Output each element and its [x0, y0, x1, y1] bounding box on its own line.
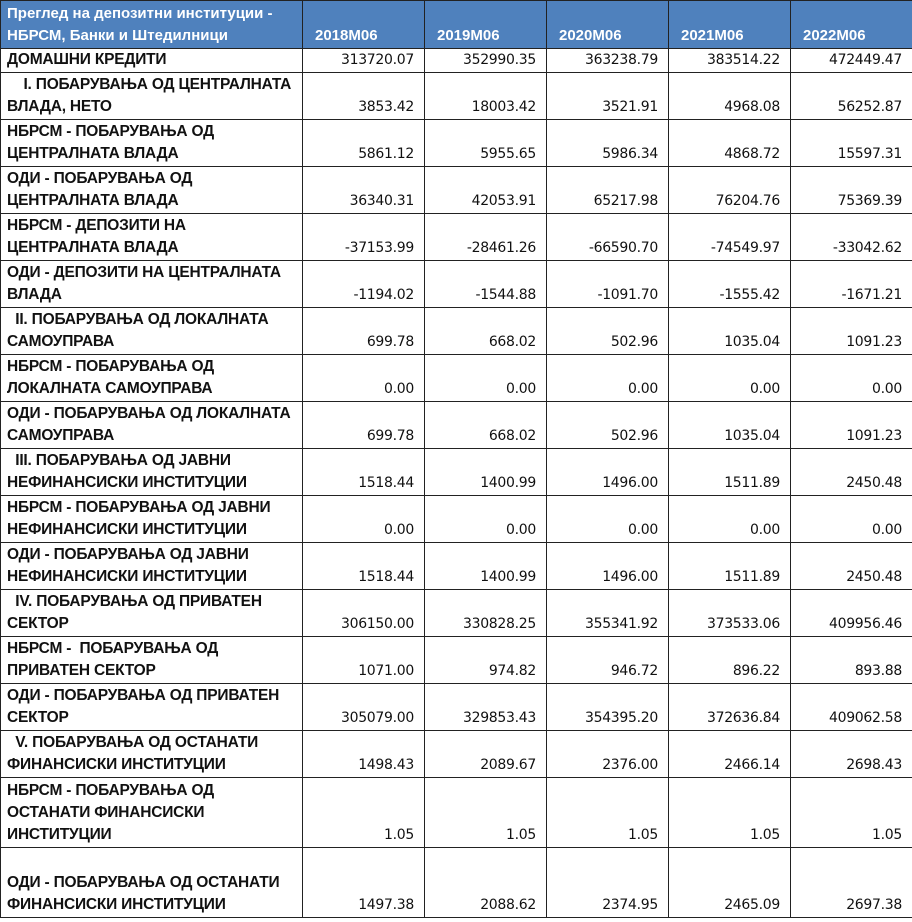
column-header-2020m06: 2020M06 — [547, 1, 669, 49]
row-label: ОДИ - ПОБАРУВАЊА ОД ПРИВАТЕН СЕКТОР — [1, 684, 303, 731]
table-row — [1, 496, 912, 543]
table-body — [1, 49, 912, 918]
cell-value-2022m06: 2697.38 — [791, 848, 912, 918]
cell-value-2022m06: 56252.87 — [791, 73, 912, 120]
cell-value-2020m06: 946.72 — [547, 637, 669, 684]
cell-value-2021m06: 4868.72 — [669, 120, 791, 167]
table-row — [1, 355, 912, 402]
cell-value-2020m06: 65217.98 — [547, 167, 669, 214]
cell-value-2020m06: 354395.20 — [547, 684, 669, 731]
cell-value-2022m06: 75369.39 — [791, 167, 912, 214]
cell-value-2018m06: 36340.31 — [303, 167, 425, 214]
cell-value-2019m06: 1.05 — [425, 778, 547, 848]
table-row — [1, 402, 912, 449]
table-row — [1, 73, 912, 120]
cell-value-2022m06: 2450.48 — [791, 449, 912, 496]
cell-value-2018m06: 305079.00 — [303, 684, 425, 731]
table-row — [1, 684, 912, 731]
cell-value-2022m06: 2450.48 — [791, 543, 912, 590]
cell-value-2021m06: 4968.08 — [669, 73, 791, 120]
cell-value-2018m06: 1518.44 — [303, 449, 425, 496]
cell-value-2020m06: 355341.92 — [547, 590, 669, 637]
cell-value-2021m06: 1511.89 — [669, 543, 791, 590]
cell-value-2018m06: 313720.07 — [303, 49, 425, 73]
cell-value-2018m06: 1498.43 — [303, 731, 425, 778]
row-label: IV. ПОБАРУВАЊА ОД ПРИВАТЕН СЕКТОР — [1, 590, 303, 637]
table-row — [1, 590, 912, 637]
cell-value-2019m06: 5955.65 — [425, 120, 547, 167]
cell-value-2019m06: 668.02 — [425, 402, 547, 449]
cell-value-2019m06: 330828.25 — [425, 590, 547, 637]
cell-value-2021m06: 383514.22 — [669, 49, 791, 73]
cell-value-2022m06: 2698.43 — [791, 731, 912, 778]
header-row — [1, 1, 912, 49]
cell-value-2018m06: -37153.99 — [303, 214, 425, 261]
cell-value-2019m06: -1544.88 — [425, 261, 547, 308]
cell-value-2020m06: 1496.00 — [547, 449, 669, 496]
cell-value-2021m06: 1035.04 — [669, 308, 791, 355]
table-row — [1, 214, 912, 261]
cell-value-2019m06: -28461.26 — [425, 214, 547, 261]
cell-value-2021m06: -1555.42 — [669, 261, 791, 308]
cell-value-2019m06: 352990.35 — [425, 49, 547, 73]
row-label: II. ПОБАРУВАЊА ОД ЛОКАЛНАТА САМОУПРАВА — [1, 308, 303, 355]
table-row — [1, 543, 912, 590]
cell-value-2019m06: 0.00 — [425, 355, 547, 402]
cell-value-2021m06: 1.05 — [669, 778, 791, 848]
cell-value-2020m06: 1.05 — [547, 778, 669, 848]
cell-value-2020m06: 502.96 — [547, 402, 669, 449]
table-row — [1, 49, 912, 73]
cell-value-2022m06: 1.05 — [791, 778, 912, 848]
cell-value-2019m06: 2089.67 — [425, 731, 547, 778]
row-label: V. ПОБАРУВАЊА ОД ОСТАНАТИ ФИНАНСИСКИ ИНСТИТУЦИИ — [1, 731, 303, 778]
cell-value-2022m06: 0.00 — [791, 496, 912, 543]
row-label: ОДИ - ДЕПОЗИТИ НА ЦЕНТРАЛНАТА ВЛАДА — [1, 261, 303, 308]
cell-value-2019m06: 668.02 — [425, 308, 547, 355]
cell-value-2018m06: 1518.44 — [303, 543, 425, 590]
cell-value-2019m06: 329853.43 — [425, 684, 547, 731]
cell-value-2020m06: 2376.00 — [547, 731, 669, 778]
cell-value-2020m06: -1091.70 — [547, 261, 669, 308]
cell-value-2020m06: -66590.70 — [547, 214, 669, 261]
cell-value-2018m06: 306150.00 — [303, 590, 425, 637]
cell-value-2020m06: 363238.79 — [547, 49, 669, 73]
cell-value-2022m06: 472449.47 — [791, 49, 912, 73]
table-row — [1, 308, 912, 355]
row-label: I. ПОБАРУВАЊА ОД ЦЕНТРАЛНАТА ВЛАДА, НЕТО — [1, 73, 303, 120]
table-row — [1, 167, 912, 214]
cell-value-2020m06: 0.00 — [547, 496, 669, 543]
cell-value-2021m06: 1035.04 — [669, 402, 791, 449]
cell-value-2018m06: 3853.42 — [303, 73, 425, 120]
cell-value-2018m06: 699.78 — [303, 402, 425, 449]
cell-value-2018m06: 1.05 — [303, 778, 425, 848]
row-label: ОДИ - ПОБАРУВАЊА ОД ЈАВНИ НЕФИНАНСИСКИ ИНСТИТУЦИИ — [1, 543, 303, 590]
cell-value-2020m06: 1496.00 — [547, 543, 669, 590]
table-title: Преглед на депозитни институции - НБРСМ, Банки и Штедилници — [1, 1, 303, 49]
cell-value-2021m06: 2466.14 — [669, 731, 791, 778]
cell-value-2019m06: 42053.91 — [425, 167, 547, 214]
cell-value-2020m06: 5986.34 — [547, 120, 669, 167]
cell-value-2018m06: 699.78 — [303, 308, 425, 355]
cell-value-2019m06: 974.82 — [425, 637, 547, 684]
column-header-2018m06: 2018M06 — [303, 1, 425, 49]
cell-value-2018m06: 1497.38 — [303, 848, 425, 918]
cell-value-2021m06: 373533.06 — [669, 590, 791, 637]
table-row — [1, 778, 912, 848]
cell-value-2021m06: 0.00 — [669, 355, 791, 402]
cell-value-2021m06: 896.22 — [669, 637, 791, 684]
table-row — [1, 848, 912, 918]
row-label: III. ПОБАРУВАЊА ОД ЈАВНИ НЕФИНАНСИСКИ ИНСТИТУЦИИ — [1, 449, 303, 496]
cell-value-2022m06: 0.00 — [791, 355, 912, 402]
row-label: ОДИ - ПОБАРУВАЊА ОД ОСТАНАТИ ФИНАНСИСКИ ИНСТИТУЦИИ — [1, 848, 303, 918]
cell-value-2019m06: 1400.99 — [425, 543, 547, 590]
cell-value-2021m06: 2465.09 — [669, 848, 791, 918]
cell-value-2021m06: 0.00 — [669, 496, 791, 543]
cell-value-2022m06: 409956.46 — [791, 590, 912, 637]
cell-value-2019m06: 1400.99 — [425, 449, 547, 496]
cell-value-2020m06: 2374.95 — [547, 848, 669, 918]
cell-value-2018m06: 0.00 — [303, 496, 425, 543]
row-label: ДОМАШНИ КРЕДИТИ — [1, 49, 303, 73]
cell-value-2019m06: 2088.62 — [425, 848, 547, 918]
cell-value-2020m06: 502.96 — [547, 308, 669, 355]
table-row — [1, 731, 912, 778]
cell-value-2020m06: 3521.91 — [547, 73, 669, 120]
table-row — [1, 637, 912, 684]
cell-value-2022m06: 1091.23 — [791, 402, 912, 449]
cell-value-2022m06: -1671.21 — [791, 261, 912, 308]
row-label: НБРСМ - ПОБАРУВАЊА ОД ЦЕНТРАЛНАТА ВЛАДА — [1, 120, 303, 167]
row-label: НБРСМ - ПОБАРУВАЊА ОД ЈАВНИ НЕФИНАНСИСКИ ИНСТИТУЦИИ — [1, 496, 303, 543]
cell-value-2019m06: 18003.42 — [425, 73, 547, 120]
cell-value-2018m06: -1194.02 — [303, 261, 425, 308]
cell-value-2020m06: 0.00 — [547, 355, 669, 402]
row-label: НБРСМ - ПОБАРУВАЊА ОД ОСТАНАТИ ФИНАНСИСКИ ИНСТИТУЦИИ — [1, 778, 303, 848]
table-row — [1, 261, 912, 308]
cell-value-2022m06: 409062.58 — [791, 684, 912, 731]
column-header-2021m06: 2021M06 — [669, 1, 791, 49]
table-row — [1, 449, 912, 496]
row-label: НБРСМ - ДЕПОЗИТИ НА ЦЕНТРАЛНАТА ВЛАДА — [1, 214, 303, 261]
column-header-2019m06: 2019M06 — [425, 1, 547, 49]
cell-value-2018m06: 0.00 — [303, 355, 425, 402]
cell-value-2021m06: 76204.76 — [669, 167, 791, 214]
table-row — [1, 120, 912, 167]
cell-value-2021m06: 372636.84 — [669, 684, 791, 731]
cell-value-2021m06: -74549.97 — [669, 214, 791, 261]
cell-value-2022m06: -33042.62 — [791, 214, 912, 261]
cell-value-2022m06: 1091.23 — [791, 308, 912, 355]
cell-value-2018m06: 5861.12 — [303, 120, 425, 167]
cell-value-2022m06: 893.88 — [791, 637, 912, 684]
cell-value-2019m06: 0.00 — [425, 496, 547, 543]
row-label: НБРСМ - ПОБАРУВАЊА ОД ЛОКАЛНАТА САМОУПРАВА — [1, 355, 303, 402]
row-label: ОДИ - ПОБАРУВАЊА ОД ЦЕНТРАЛНАТА ВЛАДА — [1, 167, 303, 214]
cell-value-2021m06: 1511.89 — [669, 449, 791, 496]
row-label: ОДИ - ПОБАРУВАЊА ОД ЛОКАЛНАТА САМОУПРАВА — [1, 402, 303, 449]
column-header-2022m06: 2022M06 — [791, 1, 912, 49]
cell-value-2018m06: 1071.00 — [303, 637, 425, 684]
row-label: НБРСМ - ПОБАРУВАЊА ОД ПРИВАТЕН СЕКТОР — [1, 637, 303, 684]
cell-value-2022m06: 15597.31 — [791, 120, 912, 167]
